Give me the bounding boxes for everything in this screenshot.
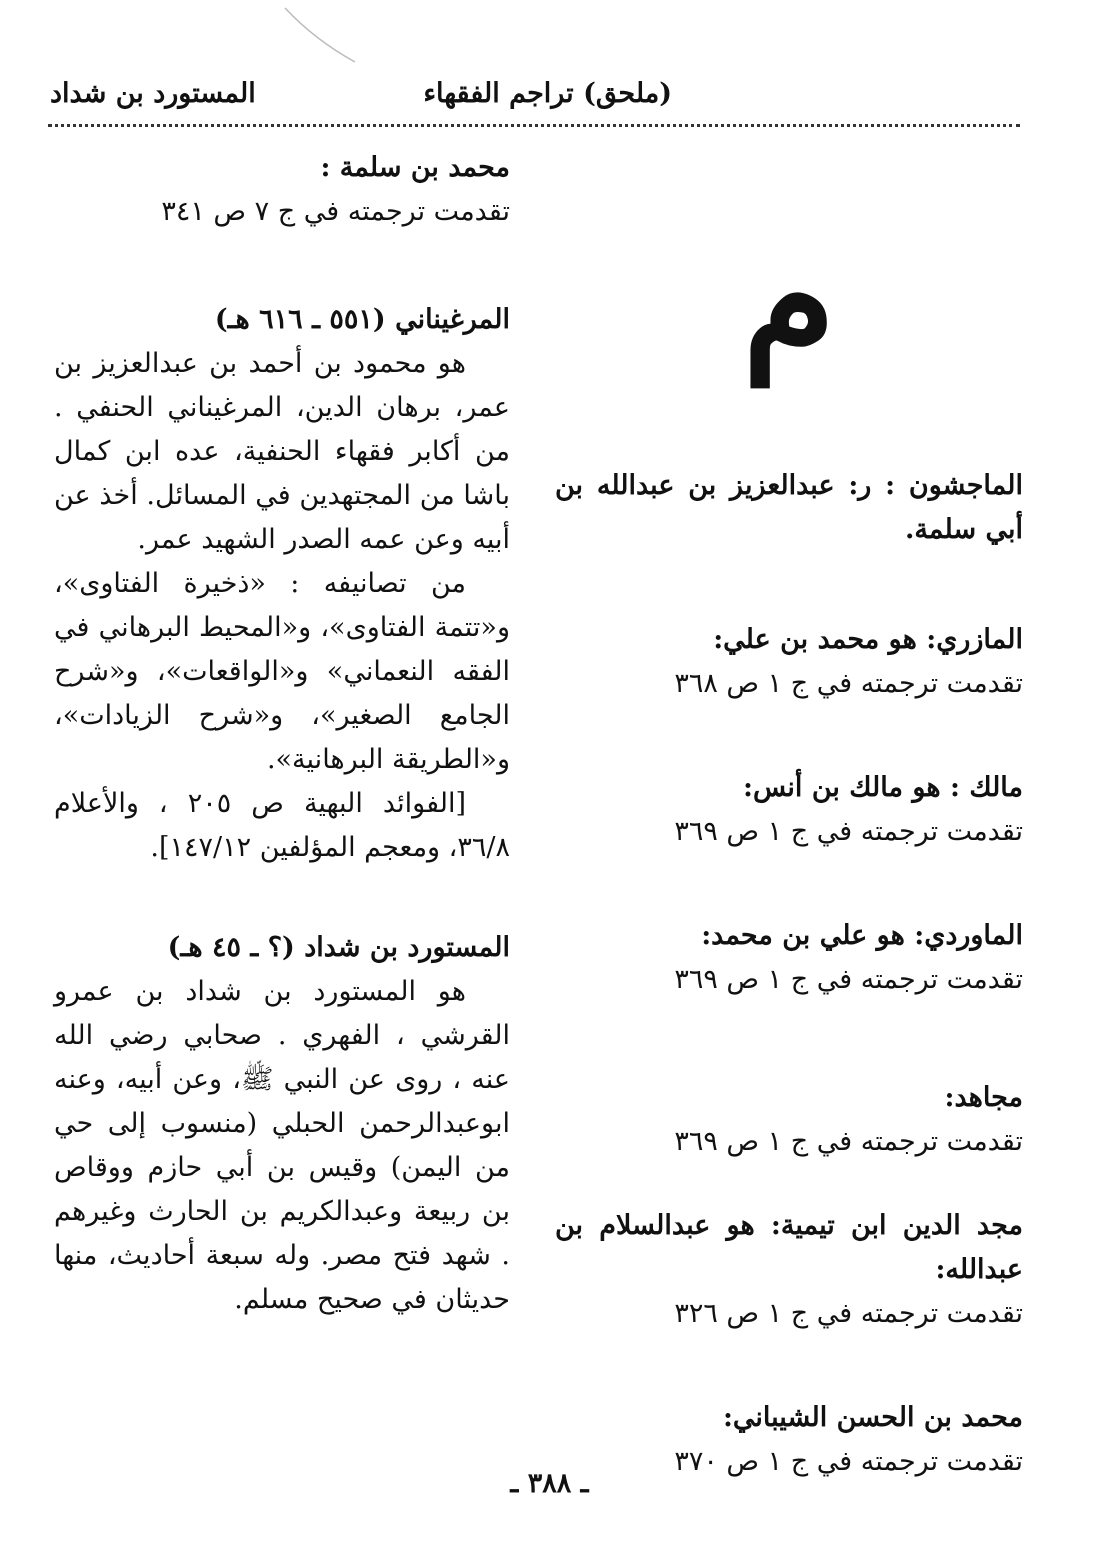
entry-mawardi [555, 914, 1023, 1002]
right-column [555, 146, 1023, 1512]
entry-title: محمد بن الحسن الشيباني: [722, 1402, 1023, 1433]
entry-reference: تقدمت ترجمته في ج ١ ص ٣٦٩ [674, 1126, 1023, 1157]
entry-mazari [555, 618, 1023, 706]
entry-muhammad-ibn-salama [54, 146, 510, 234]
entry-sources: [الفوائد البهية ص ٢٠٥ ، والأعلام ٣٦/٨، ومعجم المؤلفين ١٤٧/١٢]. [54, 788, 510, 863]
header-running-title: المستورد بن شداد [50, 78, 256, 109]
entry-marghinani [54, 298, 510, 870]
scan-scratch-mark [0, 0, 400, 80]
section-letter: م [742, 210, 836, 386]
entry-reference: تقدمت ترجمته في ج ١ ص ٣٦٨ [674, 668, 1023, 699]
entry-biography: هو محمود بن أحمد بن عبدالعزيز بن عمر، برهان الدين، المرغيناني الحنفي . من أكابر فقهاء الحنفية، عده ابن كمال باشا من المجتهدين في المسائل. أخذ عن أبيه وعن عمه الصدر الشهيد عمر. [54, 348, 510, 555]
entry-title: مجد الدين ابن تيمية: هو عبدالسلام بن عبدالله: [555, 1210, 1023, 1285]
entry-majishun [555, 464, 1023, 552]
page-number: ـ ٣٨٨ ـ [510, 1468, 589, 1499]
entry-title: مالك : هو مالك بن أنس: [743, 772, 1023, 803]
entry-malik [555, 766, 1023, 854]
entry-biography: هو المستورد بن شداد بن عمرو القرشي ، الفهري . صحابي رضي الله عنه ، روى عن النبي ﷺ، وعن أبيه، وعنه ابوعبدالرحمن الحبلي (منسوب إلى حي من اليمن) وقيس بن أبي حازم ووقاص بن ربيعة وعبدالكريم بن الحارث وغيرهم . شهد فتح مصر. وله سبعة أحاديث، منها حديثان في صحيح مسلم. [54, 976, 510, 1315]
entry-title: المستورد بن شداد (؟ ـ ٤٥ هـ) [167, 932, 510, 963]
entry-mustawrid-ibn-shaddad [54, 926, 510, 1322]
entry-majd-ibn-taymiyya [555, 1204, 1023, 1336]
entry-title: المازري: هو محمد بن علي: [713, 624, 1023, 655]
page-header [50, 78, 1050, 118]
entry-title: المرغيناني (٥٥١ ـ ٦١٦ هـ) [214, 304, 510, 335]
entry-title: الماوردي: هو علي بن محمد: [701, 920, 1023, 951]
entry-reference: تقدمت ترجمته في ج ١ ص ٣٧٠ [674, 1446, 1023, 1477]
header-dotted-divider [48, 124, 1020, 127]
entry-reference: تقدمت ترجمته في ج ٧ ص ٣٤١ [161, 196, 510, 227]
left-column [54, 146, 510, 1350]
entry-reference: تقدمت ترجمته في ج ١ ص ٣٦٩ [674, 964, 1023, 995]
entry-title: مجاهد: [944, 1082, 1023, 1113]
entry-title: الماجشون : ر: عبدالعزيز بن عبدالله بن أبي سلمة. [555, 470, 1023, 545]
header-section-title: (ملحق) تراجم الفقهاء [423, 78, 672, 109]
entry-title: محمد بن سلمة : [320, 152, 510, 183]
entry-works: من تصانيفه : «ذخيرة الفتاوى»، و«تتمة الفتاوى»، و«المحيط البرهاني في الفقه النعماني» و«الواقعات»، و«شرح الجامع الصغير»، و«شرح الزيادات»، و«الطريقة البرهانية». [54, 568, 510, 775]
entry-reference: تقدمت ترجمته في ج ١ ص ٣٢٦ [674, 1298, 1023, 1329]
entry-mujahid [555, 1076, 1023, 1164]
entry-reference: تقدمت ترجمته في ج ١ ص ٣٦٩ [674, 816, 1023, 847]
